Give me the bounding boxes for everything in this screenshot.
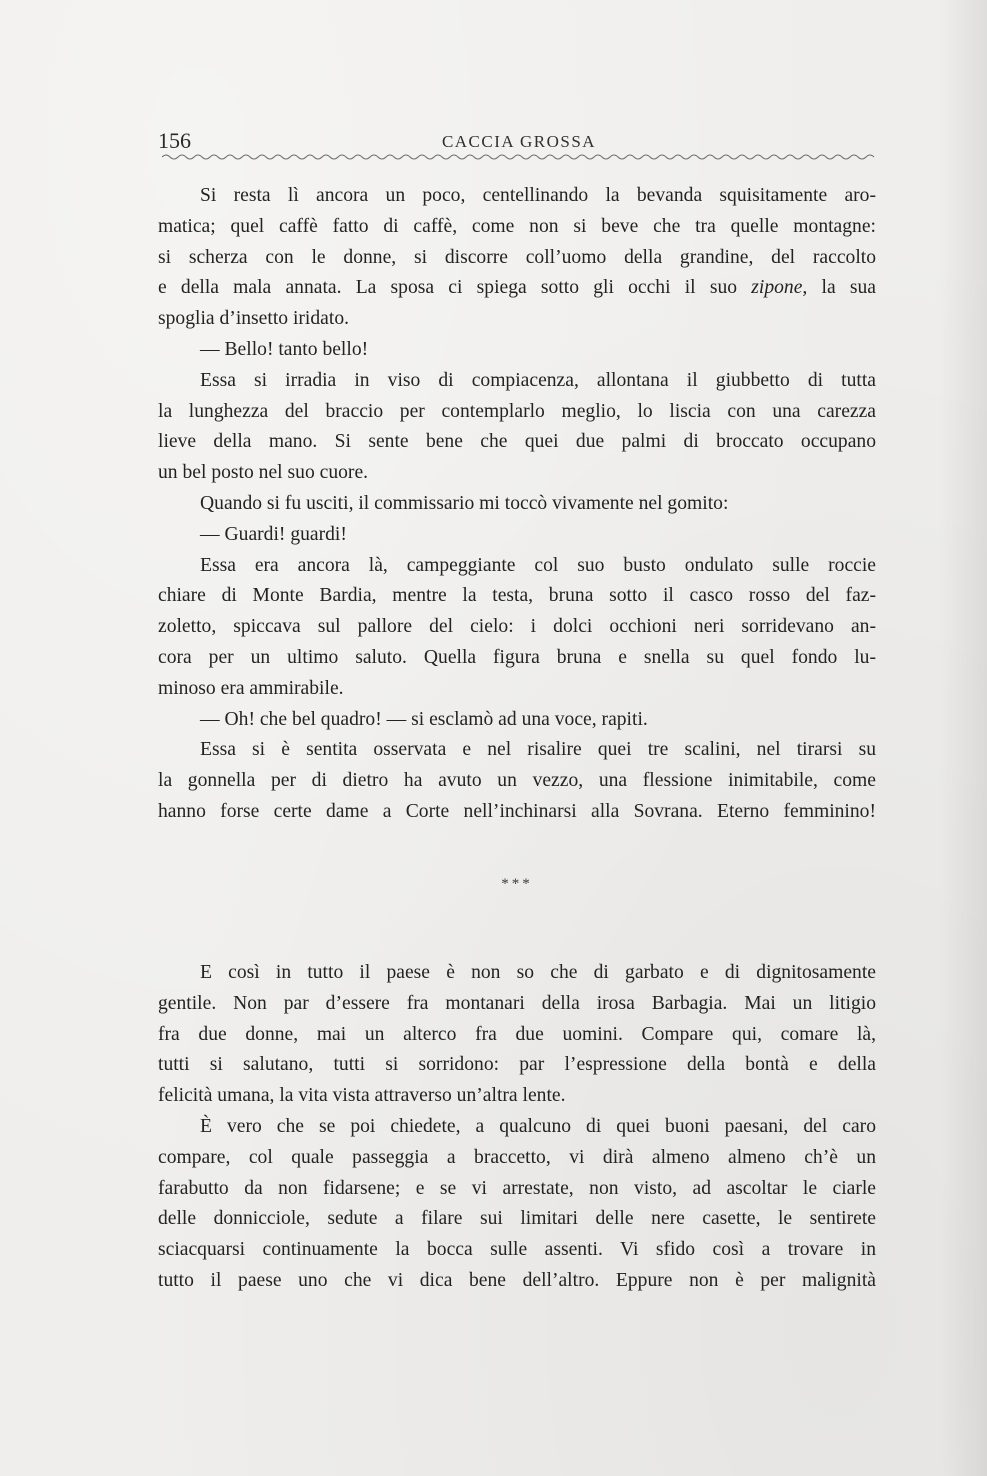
text-line: minoso era ammirabile.: [158, 677, 344, 699]
italic-word: zipone,: [751, 277, 808, 299]
dialogue-paragraph: [158, 520, 876, 551]
text-line: zoletto, spiccava sul pallore del cielo: i dolci occhioni neri sorridevano an-: [158, 616, 876, 638]
text-line: un bel posto nel suo cuore.: [158, 462, 369, 484]
text-line: compare, col quale passeggia a braccetto, vi dirà almeno almeno ch’è un: [158, 1146, 876, 1168]
paragraph: [158, 181, 876, 335]
paragraph: [158, 958, 876, 1112]
text-line: spoglia d’insetto iridato.: [158, 308, 350, 330]
paragraph: [158, 489, 876, 520]
text-line: delle donnicciole, sedute a filare sui limitari delle nere casette, le sentirete: [158, 1208, 876, 1230]
text-line: Essa si irradia in viso di compiacenza, allontana il giubbetto di tutta: [200, 369, 876, 391]
dialogue-paragraph: [158, 335, 876, 366]
text-line: farabutto da non fidarsene; e se vi arrestate, non visto, ad ascoltar le ciarle: [158, 1177, 876, 1199]
text-line: È vero che se poi chiedete, a qualcuno di quei buoni paesani, del caro: [200, 1115, 876, 1137]
text-line: fra due donne, mai un alterco fra due uomini. Compare qui, comare là,: [158, 1023, 876, 1045]
text-line: la gonnella per di dietro ha avuto un vezzo, una flessione inimitabile, come: [158, 770, 876, 792]
running-title: CACCIA GROSSA: [441, 132, 597, 151]
paragraph: [158, 1112, 876, 1297]
text-block-after-break: [158, 958, 876, 1297]
text-line: cora per un ultimo saluto. Quella figura bruna e snella su quel fondo lu-: [158, 646, 876, 668]
text-line: Essa si è sentita osservata e nel risalire quei tre scalini, nel tirarsi su: [200, 739, 876, 761]
text-segment: e della mala annata. La sposa ci spiega sotto gli occhi il suo: [158, 277, 738, 299]
text-line: lieve della mano. Si sente bene che quei due palmi di broccato occupano: [158, 431, 876, 453]
text-line: Essa era ancora là, campeggiante col suo busto ondulato sulle roccie: [200, 554, 876, 576]
text-line: E così in tutto il paese è non so che di garbato e di dignitosamente: [200, 962, 876, 983]
text-line: felicità umana, la vita vista attraverso un’altra lente.: [158, 1085, 566, 1107]
text-line: tutti si salutano, tutti si sorridono: par l’espressione della bontà e della: [158, 1054, 876, 1076]
page-edge-shadow: [939, 0, 987, 1476]
text-segment: la sua: [821, 277, 876, 299]
text-line: Quando si fu usciti, il commissario mi toccò vivamente nel gomito:: [200, 492, 729, 514]
text-line: sciacquarsi continuamente la bocca sulle assenti. Vi sfido così a trovare in: [158, 1239, 876, 1261]
text-line: — Guardi! guardi!: [200, 523, 347, 545]
text-line: tutto il paese uno che vi dica bene dell’altro. Eppure non è per malignità: [158, 1269, 876, 1291]
text-line: hanno forse certe dame a Corte nell’inchinarsi alla Sovrana. Eterno femminino!: [158, 800, 876, 822]
paragraph: [158, 366, 876, 489]
section-break-asterisks: ***: [501, 876, 533, 892]
page-number: 156: [158, 128, 191, 153]
text-line: — Bello! tanto bello!: [200, 338, 369, 360]
paragraph: [158, 551, 876, 705]
text-block-before-break: [158, 181, 876, 828]
paragraph: [158, 735, 876, 827]
text-line: matica; quel caffè fatto di caffè, come non si beve che tra quelle montagne:: [158, 215, 876, 237]
text-line: Si resta lì ancora un poco, centellinando la bevanda squisitamente aro-: [200, 185, 876, 206]
text-line: la lunghezza del braccio per contemplarlo meglio, lo liscia con una carezza: [158, 400, 876, 422]
wavy-header-rule: [162, 152, 878, 162]
text-line: si scherza con le donne, si discorre coll’uomo della grandine, del raccolto: [158, 246, 876, 268]
running-head: [158, 128, 880, 154]
text-line: [158, 273, 876, 304]
text-line: chiare di Monte Bardia, mentre la testa, bruna sotto il casco rosso del faz-: [158, 585, 876, 607]
text-line: gentile. Non par d’essere fra montanari della irosa Barbagia. Mai un litigio: [158, 992, 876, 1014]
text-line: — Oh! che bel quadro! — si esclamò ad una voce, rapiti.: [200, 708, 648, 730]
dialogue-paragraph: [158, 705, 876, 736]
